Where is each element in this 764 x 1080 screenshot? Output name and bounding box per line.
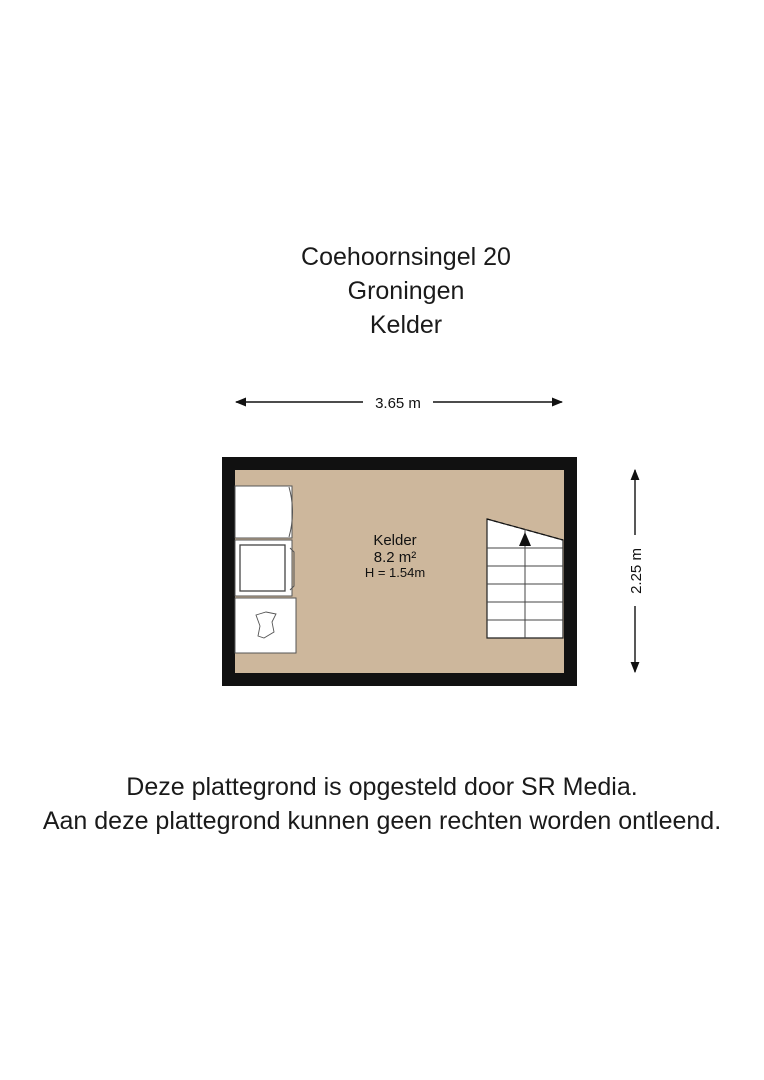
height-dimension — [628, 470, 645, 672]
width-label: 3.65 m — [375, 395, 421, 412]
room-area: 8.2 m² — [373, 549, 417, 566]
room-height: H = 1.54m — [364, 565, 426, 580]
staircase-icon — [487, 519, 563, 638]
city-title: Groningen — [347, 277, 465, 305]
laundry-sink-icon — [235, 598, 296, 653]
disclaimer-line-1: Deze plattegrond is opgesteld door SR Media. — [126, 773, 638, 801]
disclaimer — [0, 770, 764, 838]
disclaimer-line-2: Aan deze plattegrond kunnen geen rechten worden ontleend. — [42, 807, 722, 835]
room-name: Kelder — [373, 532, 417, 549]
dryer-icon — [235, 486, 293, 538]
floor-title: Kelder — [369, 311, 443, 339]
width-dimension — [236, 395, 562, 412]
address-title: Coehoornsingel 20 — [301, 243, 511, 271]
washing-machine-icon — [235, 540, 294, 596]
height-label: 2.25 m — [628, 548, 645, 594]
